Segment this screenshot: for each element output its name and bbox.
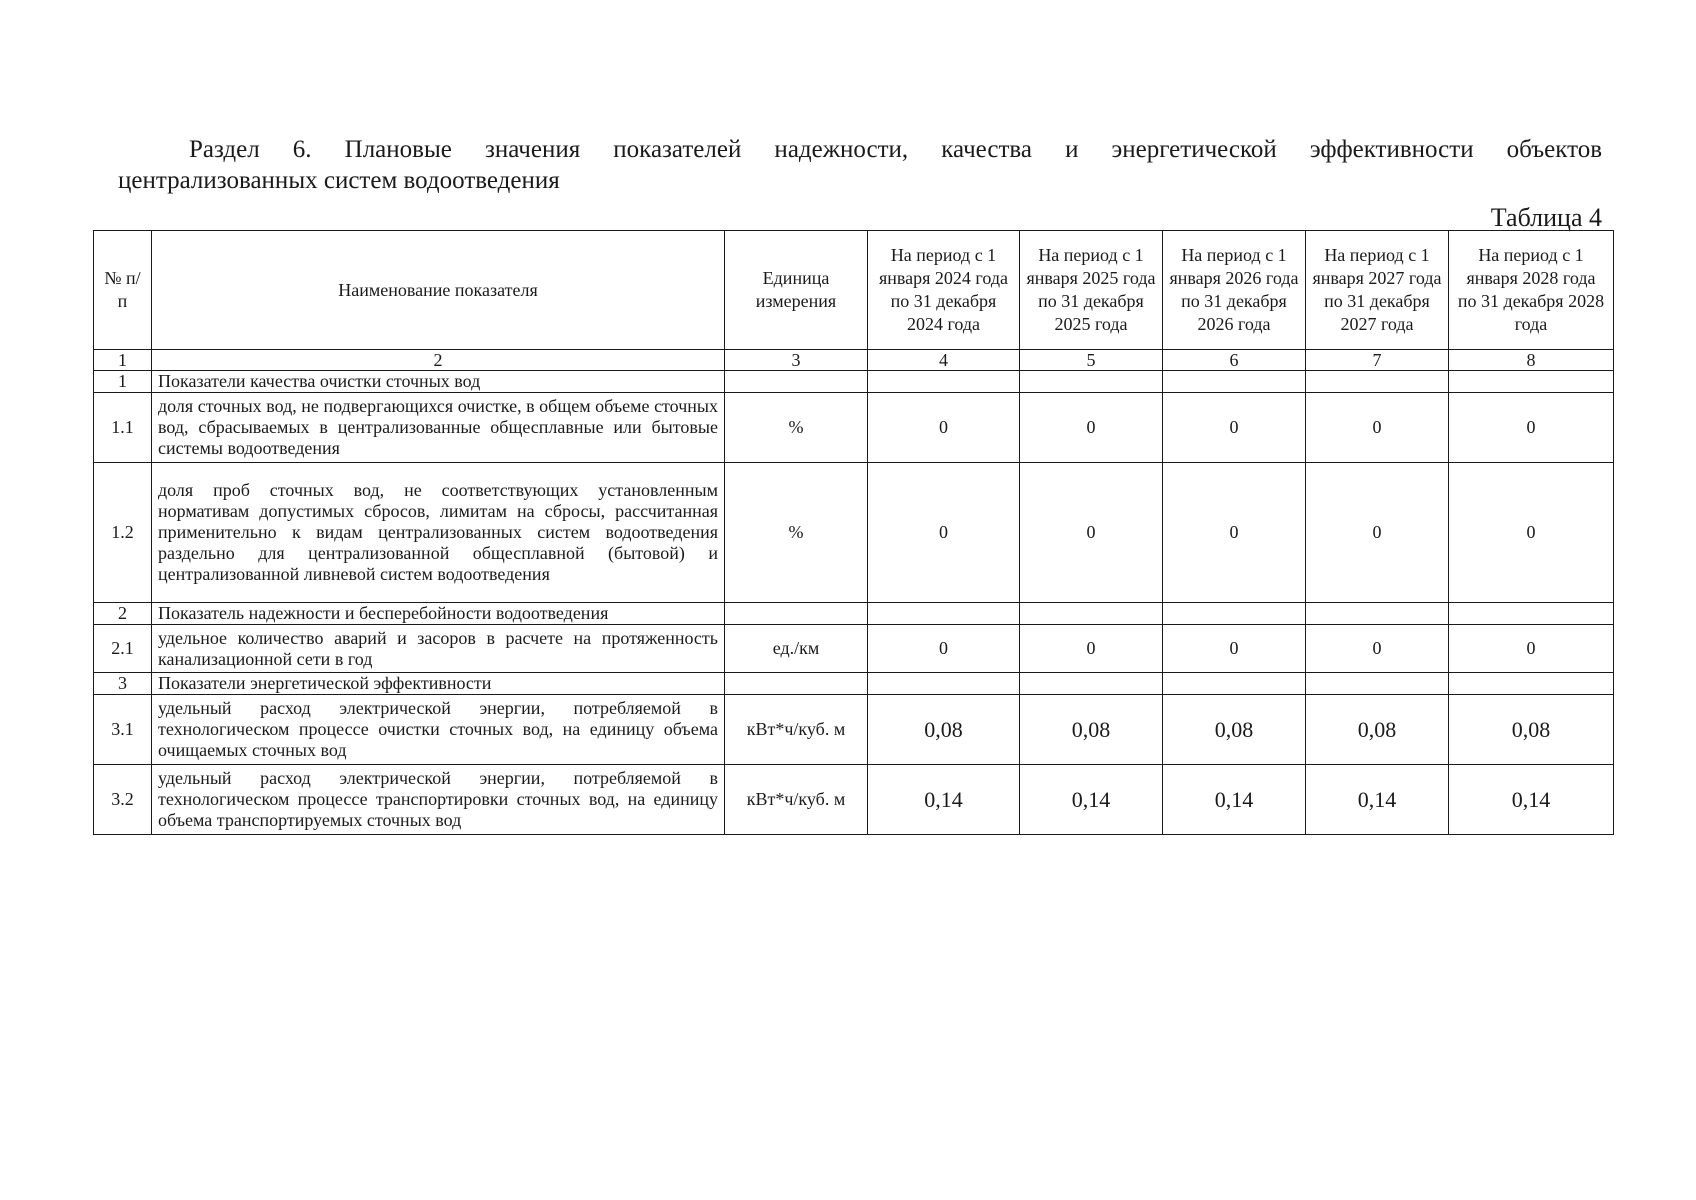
section-heading-line2: централизованных систем водоотведения bbox=[118, 167, 560, 194]
unit-cell: ед./км bbox=[725, 625, 868, 673]
value-2024: 0 bbox=[868, 393, 1020, 463]
indicators-table bbox=[93, 230, 1614, 835]
value-2027: 0,08 bbox=[1306, 695, 1449, 765]
index-cell: 4 bbox=[868, 350, 1020, 371]
index-row bbox=[94, 350, 1614, 371]
value-2028: 0,08 bbox=[1449, 695, 1614, 765]
value-2026: 0,14 bbox=[1163, 765, 1306, 835]
unit-cell: % bbox=[725, 393, 868, 463]
table-row bbox=[94, 695, 1614, 765]
value-2027: 0,14 bbox=[1306, 765, 1449, 835]
index-cell: 3 bbox=[725, 350, 868, 371]
value-2025: 0 bbox=[1020, 625, 1163, 673]
value-2028: 0,14 bbox=[1449, 765, 1614, 835]
indicator-name: доля сточных вод, не подвергающихся очистке, в общем объеме сточных вод, сбрасываемых в централизованные общесплавные или бытовые системы водоотведения bbox=[152, 393, 725, 463]
empty-cell bbox=[1020, 603, 1163, 625]
section-heading bbox=[118, 134, 1602, 196]
value-2026: 0 bbox=[1163, 393, 1306, 463]
row-number: 1.1 bbox=[94, 393, 152, 463]
row-number: 2 bbox=[94, 603, 152, 625]
col-header-2025: На период с 1 января 2025 года по 31 декабря 2025 года bbox=[1020, 231, 1163, 350]
row-number: 2.1 bbox=[94, 625, 152, 673]
table-row bbox=[94, 463, 1614, 603]
section-heading-line1: Раздел 6. Плановые значения показателей надежности, качества и энергетической эффективности объектов bbox=[189, 136, 1602, 163]
empty-cell bbox=[1163, 603, 1306, 625]
value-2025: 0 bbox=[1020, 463, 1163, 603]
row-number: 3.2 bbox=[94, 765, 152, 835]
value-2027: 0 bbox=[1306, 625, 1449, 673]
index-cell: 7 bbox=[1306, 350, 1449, 371]
value-2024: 0,14 bbox=[868, 765, 1020, 835]
value-2025: 0 bbox=[1020, 393, 1163, 463]
indicator-name: доля проб сточных вод, не соответствующих установленным нормативам допустимых сбросов, лимитам на сбросы, рассчитанная применительно к видам централизованных систем водоотведения раздельно для централизованной общесплавной (бытовой) и централизованной ливневой систем водоотведения bbox=[152, 463, 725, 603]
empty-cell bbox=[1020, 371, 1163, 393]
col-header-2028: На период с 1 января 2028 года по 31 декабря 2028 года bbox=[1449, 231, 1614, 350]
row-number: 3.1 bbox=[94, 695, 152, 765]
index-cell: 2 bbox=[152, 350, 725, 371]
row-number: 1.2 bbox=[94, 463, 152, 603]
value-2028: 0 bbox=[1449, 393, 1614, 463]
indicator-name: удельный расход электрической энергии, потребляемой в технологическом процессе очистки сточных вод, на единицу объема очищаемых сточных вод bbox=[152, 695, 725, 765]
index-cell: 6 bbox=[1163, 350, 1306, 371]
empty-cell bbox=[868, 603, 1020, 625]
empty-cell bbox=[1163, 371, 1306, 393]
indicator-name: удельный расход электрической энергии, потребляемой в технологическом процессе транспортировки сточных вод, на единицу объема транспортируемых сточных вод bbox=[152, 765, 725, 835]
value-2026: 0,08 bbox=[1163, 695, 1306, 765]
col-header-2026: На период с 1 января 2026 года по 31 декабря 2026 года bbox=[1163, 231, 1306, 350]
value-2024: 0 bbox=[868, 625, 1020, 673]
header-row bbox=[94, 231, 1614, 350]
col-header-unit: Единица измерения bbox=[725, 231, 868, 350]
value-2027: 0 bbox=[1306, 463, 1449, 603]
empty-cell bbox=[725, 673, 868, 695]
index-cell: 5 bbox=[1020, 350, 1163, 371]
unit-cell: % bbox=[725, 463, 868, 603]
empty-cell bbox=[868, 673, 1020, 695]
table-row bbox=[94, 625, 1614, 673]
unit-cell: кВт*ч/куб. м bbox=[725, 695, 868, 765]
index-cell: 8 bbox=[1449, 350, 1614, 371]
value-2025: 0,08 bbox=[1020, 695, 1163, 765]
col-header-2027: На период с 1 января 2027 года по 31 декабря 2027 года bbox=[1306, 231, 1449, 350]
empty-cell bbox=[725, 371, 868, 393]
empty-cell bbox=[1306, 603, 1449, 625]
empty-cell bbox=[725, 603, 868, 625]
value-2026: 0 bbox=[1163, 463, 1306, 603]
indicator-name: удельное количество аварий и засоров в расчете на протяженность канализационной сети в год bbox=[152, 625, 725, 673]
value-2027: 0 bbox=[1306, 393, 1449, 463]
empty-cell bbox=[1306, 673, 1449, 695]
section-row bbox=[94, 371, 1614, 393]
value-2028: 0 bbox=[1449, 625, 1614, 673]
section-title: Показатель надежности и бесперебойности водоотведения bbox=[152, 603, 725, 625]
empty-cell bbox=[1449, 673, 1614, 695]
empty-cell bbox=[1449, 603, 1614, 625]
value-2024: 0 bbox=[868, 463, 1020, 603]
unit-cell: кВт*ч/куб. м bbox=[725, 765, 868, 835]
value-2024: 0,08 bbox=[868, 695, 1020, 765]
col-header-num: № п/п bbox=[94, 231, 152, 350]
col-header-2024: На период с 1 января 2024 года по 31 декабря 2024 года bbox=[868, 231, 1020, 350]
section-row bbox=[94, 603, 1614, 625]
empty-cell bbox=[1163, 673, 1306, 695]
empty-cell bbox=[1449, 371, 1614, 393]
row-number: 1 bbox=[94, 371, 152, 393]
index-cell: 1 bbox=[94, 350, 152, 371]
col-header-name: Наименование показателя bbox=[152, 231, 725, 350]
section-title: Показатели качества очистки сточных вод bbox=[152, 371, 725, 393]
empty-cell bbox=[1020, 673, 1163, 695]
section-row bbox=[94, 673, 1614, 695]
section-title: Показатели энергетической эффективности bbox=[152, 673, 725, 695]
row-number: 3 bbox=[94, 673, 152, 695]
empty-cell bbox=[1306, 371, 1449, 393]
table-label: Таблица 4 bbox=[1490, 203, 1602, 232]
value-2025: 0,14 bbox=[1020, 765, 1163, 835]
value-2028: 0 bbox=[1449, 463, 1614, 603]
empty-cell bbox=[868, 371, 1020, 393]
table-row bbox=[94, 393, 1614, 463]
table-row bbox=[94, 765, 1614, 835]
value-2026: 0 bbox=[1163, 625, 1306, 673]
